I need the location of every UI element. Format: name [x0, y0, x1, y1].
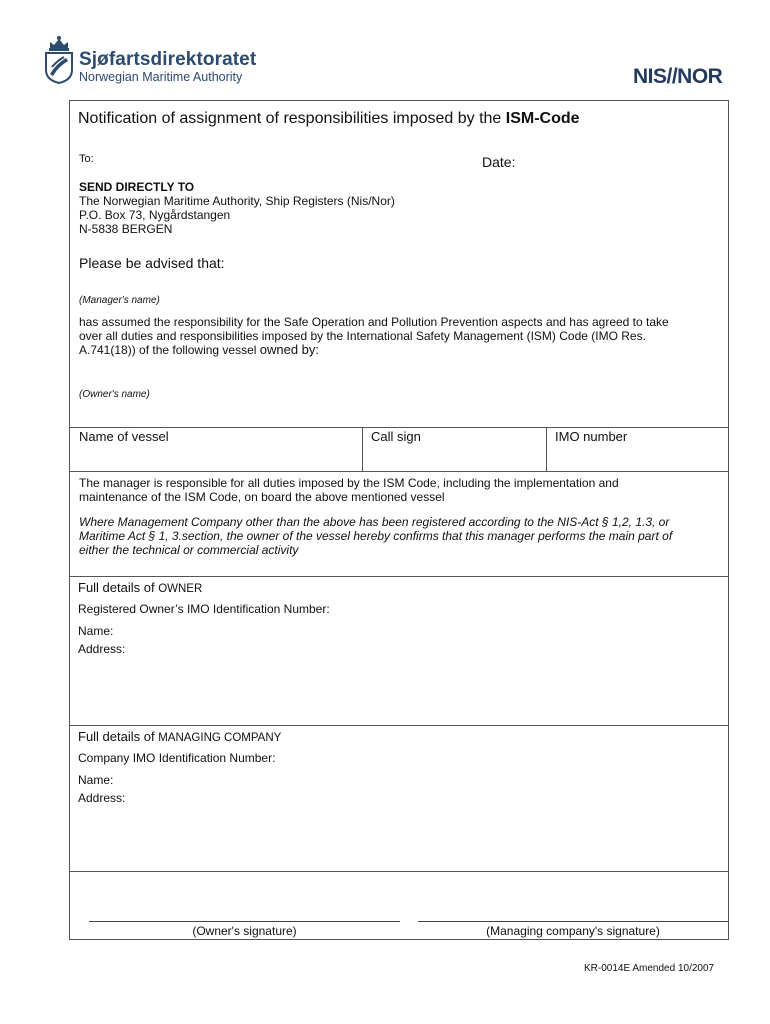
where-management-line: Where Management Company other than the above has been registered according to the NIS-Act § 1,2, 1.3, or	[79, 515, 670, 529]
managing-name-label: Name:	[78, 773, 114, 787]
call-sign-header: Call sign	[371, 429, 421, 444]
owner-section-title	[78, 580, 202, 595]
owner-imo-label: Registered Owner’s IMO Identification Number:	[78, 602, 330, 616]
divider	[70, 471, 728, 472]
managing-title-caps: MANAGING COMPANY	[158, 732, 282, 744]
assumed-text-line: over all duties and responsibilities imposed by the International Safety Management (ISM) Code (IMO Res.	[79, 329, 646, 343]
divider	[70, 871, 728, 872]
send-directly-heading: SEND DIRECTLY TO	[79, 180, 195, 194]
owner-signature-label: (Owner's signature)	[192, 924, 297, 938]
where-management-line: Maritime Act § 1, 3.section, the owner of the vessel hereby confirms that this manager performs the main part of	[79, 529, 673, 543]
manager-name-hint: (Manager's name)	[79, 295, 160, 306]
manager-responsibility-line: The manager is responsible for all duties imposed by the ISM Code, including the implementation and	[79, 476, 619, 490]
divider	[546, 427, 547, 471]
where-management-line: either the technical or commercial activity	[79, 543, 299, 557]
address-line: P.O. Box 73, Nygårdstangen	[79, 208, 231, 222]
form-title-bold: ISM-Code	[505, 110, 580, 127]
date-label: Date:	[482, 154, 516, 170]
owned-by-text: owned by:	[259, 342, 320, 357]
brand-subtitle: Norwegian Maritime Authority	[79, 70, 243, 84]
vessel-name-header: Name of vessel	[79, 429, 169, 444]
owner-address-label: Address:	[78, 642, 126, 656]
divider	[70, 576, 728, 577]
managing-imo-label: Company IMO Identification Number:	[78, 751, 276, 765]
divider	[70, 427, 728, 428]
form-title-prefix: Notification of assignment of responsibilities imposed by the	[78, 110, 506, 127]
managing-title-prefix: Full details of	[78, 729, 159, 744]
imo-number-header: IMO number	[555, 429, 628, 444]
address-line: The Norwegian Maritime Authority, Ship Registers (Nis/Nor)	[79, 194, 395, 208]
managing-section-title	[78, 729, 281, 744]
assumed-text-line	[79, 343, 319, 357]
owner-signature-line	[89, 921, 400, 922]
owner-title-prefix: Full details of	[78, 580, 159, 595]
please-advised-text: Please be advised that:	[79, 255, 225, 271]
assumed-text-end: A.741(18)) of the following vessel	[79, 343, 260, 357]
authority-emblem-icon	[44, 34, 74, 84]
address-line: N-5838 BERGEN	[79, 222, 173, 236]
brand-name: Sjøfartsdirektoratet	[79, 49, 257, 70]
notification-form	[69, 100, 729, 940]
divider	[362, 427, 363, 471]
divider	[70, 725, 728, 726]
owner-name-label: Name:	[78, 624, 114, 638]
managing-address-label: Address:	[78, 791, 126, 805]
manager-responsibility-line: maintenance of the ISM Code, on board the above mentioned vessel	[79, 490, 445, 504]
assumed-text-line: has assumed the responsibility for the Safe Operation and Pollution Prevention aspects and has agreed to take	[79, 315, 669, 329]
nis-nor-logo: NIS//NOR	[633, 65, 723, 88]
owner-name-hint: (Owner's name)	[79, 389, 150, 400]
document-code: KR-0014E Amended 10/2007	[584, 963, 715, 974]
owner-title-caps: OWNER	[158, 583, 203, 595]
managing-signature-line	[418, 921, 728, 922]
form-title	[78, 110, 580, 128]
managing-signature-label: (Managing company's signature)	[486, 924, 660, 938]
to-label: To:	[79, 153, 94, 165]
